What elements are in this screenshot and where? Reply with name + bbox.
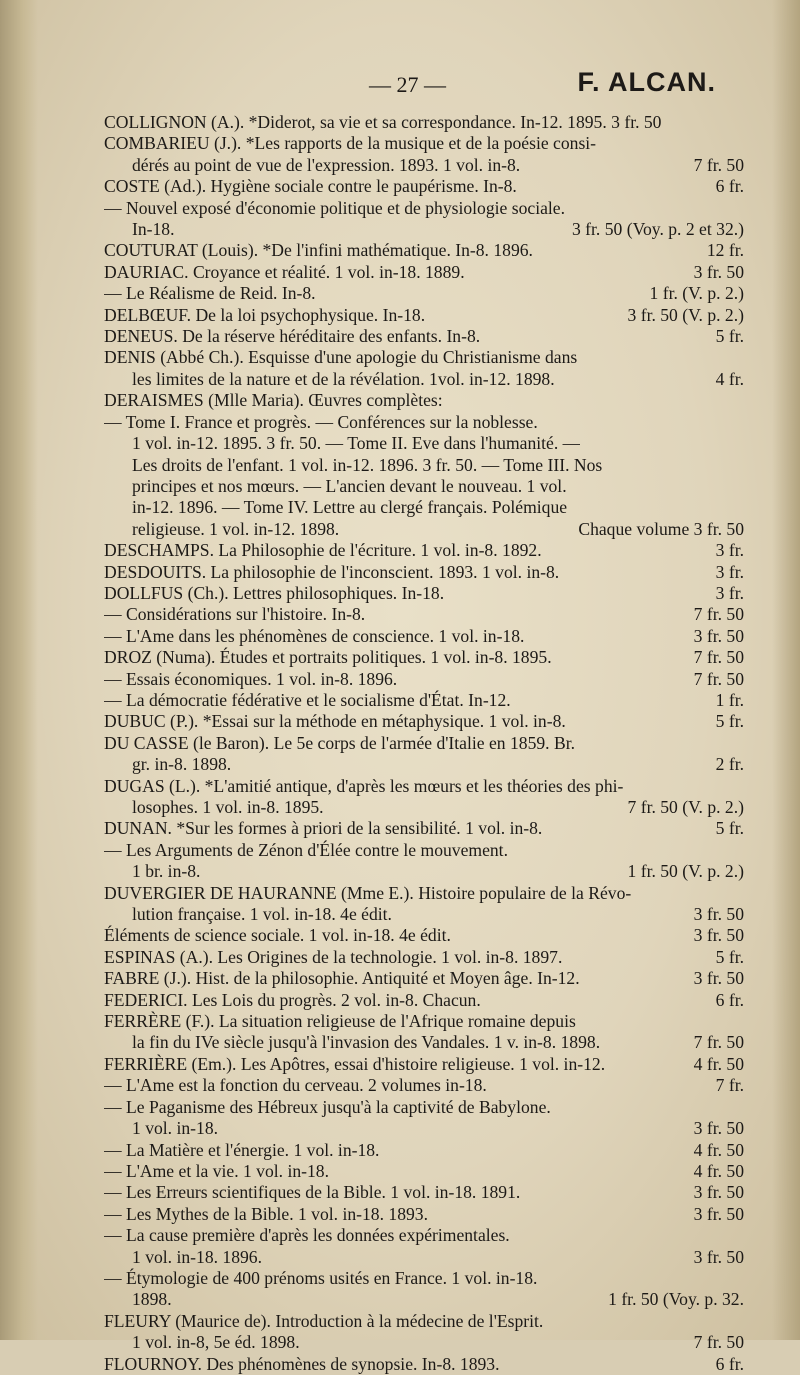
catalog-line-text: 1898.: [132, 1289, 172, 1310]
catalog-line: [104, 1032, 744, 1053]
catalog-line: [104, 1118, 744, 1139]
catalog-line: [104, 647, 744, 668]
catalog-line: [104, 776, 744, 797]
catalog-line: [104, 968, 744, 989]
catalog-line: [104, 1182, 744, 1203]
catalog-line: [104, 904, 744, 925]
catalog-line-price: 5 fr.: [715, 711, 744, 732]
catalog-line-text: FLEURY (Maurice de). Introduction à la médecine de l'Esprit.: [104, 1310, 544, 1331]
catalog-line-text: COLLIGNON (A.). *Diderot, sa vie et sa correspondance. In-12. 1895. 3 fr. 50: [104, 112, 662, 132]
catalog-line-text: FEDERICI. Les Lois du progrès. 2 vol. in-8. Chacun.: [104, 989, 481, 1010]
catalog-line-price: 3 fr. 50: [693, 925, 744, 946]
page-edge-left: [0, 0, 38, 1340]
catalog-line-text: DUVERGIER DE HAURANNE (Mme E.). Histoire populaire de la Révo-: [104, 882, 632, 903]
catalog-line-price: 1 fr.: [715, 689, 744, 710]
catalog-line-price: 4 fr.: [715, 368, 744, 389]
page-edge-right: [772, 0, 800, 1340]
catalog-line: [104, 1289, 744, 1310]
catalog-line-price: 1 fr. (V. p. 2.): [649, 283, 744, 304]
catalog-line-text: — La démocratie fédérative et le socialisme d'État. In-12.: [104, 689, 511, 710]
catalog-line-text: — L'Ame et la vie. 1 vol. in-18.: [104, 1160, 329, 1181]
catalog-line: [104, 733, 744, 754]
catalog-line-text: 1 vol. in-18. 1896.: [132, 1246, 262, 1267]
catalog-line: [104, 883, 744, 904]
catalog-line-text: DUBUC (P.). *Essai sur la méthode en métaphysique. 1 vol. in-8.: [104, 711, 566, 732]
catalog-line: [104, 112, 744, 133]
catalog-line: [104, 583, 744, 604]
catalog-line-text: — La Matière et l'énergie. 1 vol. in-18.: [104, 1139, 380, 1160]
catalog-line-text: — Tome I. France et progrès. — Conférences sur la noblesse.: [104, 411, 538, 432]
catalog-line-price: 5 fr.: [715, 326, 744, 347]
catalog-line: [104, 797, 744, 818]
catalog-line-text: COUTURAT (Louis). *De l'infini mathématique. In-8. 1896.: [104, 240, 533, 261]
catalog-line: [104, 519, 744, 540]
catalog-line-text: Les droits de l'enfant. 1 vol. in-12. 1896. 3 fr. 50. — Tome III. Nos: [132, 454, 603, 475]
catalog-line-text: les limites de la nature et de la révélation. 1vol. in-12. 1898.: [132, 368, 555, 389]
catalog-line-text: DENEUS. De la réserve héréditaire des enfants. In-8.: [104, 326, 481, 347]
catalog-line: [104, 1268, 744, 1289]
catalog-content: [104, 67, 744, 1375]
catalog-line-price: 3 fr. 50: [693, 1203, 744, 1224]
catalog-line: [104, 305, 744, 326]
catalog-line-price: 3 fr. 50: [693, 968, 744, 989]
catalog-line: [104, 155, 744, 176]
catalog-line-text: — Les Arguments de Zénon d'Élée contre le mouvement.: [104, 839, 508, 860]
catalog-line: [104, 176, 744, 197]
catalog-line-price: Chaque volume 3 fr. 50: [578, 518, 744, 539]
catalog-line: [104, 861, 744, 882]
catalog-line-price: 7 fr.: [715, 1075, 744, 1096]
catalog-line-text: COSTE (Ad.). Hygiène sociale contre le paupérisme. In-8.: [104, 176, 517, 197]
catalog-line-text: la fin du IVe siècle jusqu'à l'invasion des Vandales. 1 v. in-8. 1898.: [132, 1032, 601, 1053]
catalog-line: [104, 347, 744, 368]
catalog-line: [104, 626, 744, 647]
catalog-line-text: FERRIÈRE (Em.). Les Apôtres, essai d'histoire religieuse. 1 vol. in-12.: [104, 1053, 606, 1074]
catalog-line-price: 4 fr. 50: [693, 1139, 744, 1160]
catalog-line-price: 6 fr.: [715, 1353, 744, 1374]
catalog-line-text: — La cause première d'après les données expérimentales.: [104, 1225, 510, 1246]
catalog-line-price: 7 fr. 50 (V. p. 2.): [627, 797, 744, 817]
page-number: — 27 —: [369, 72, 446, 97]
catalog-line: [104, 369, 744, 390]
catalog-line-text: 1 vol. in-8, 5e éd. 1898.: [132, 1332, 300, 1353]
catalog-line-text: 1 br. in-8.: [132, 861, 201, 882]
catalog-line-text: 1 vol. in-12. 1895. 3 fr. 50. — Tome II. Eve dans l'humanité. —: [132, 433, 581, 454]
catalog-line: [104, 198, 744, 219]
catalog-line: [104, 604, 744, 625]
catalog-line: [104, 1332, 744, 1353]
catalog-line-text: dérés au point de vue de l'expression. 1893. 1 vol. in-8.: [132, 154, 521, 175]
catalog-line: [104, 690, 744, 711]
page-header: [104, 67, 744, 110]
catalog-line-text: 1 vol. in-18.: [132, 1118, 219, 1139]
catalog-line-text: gr. in-8. 1898.: [132, 754, 232, 775]
catalog-line: [104, 1225, 744, 1246]
catalog-line-text: Éléments de science sociale. 1 vol. in-18. 4e édit.: [104, 925, 451, 946]
publisher-name: F. ALCAN.: [577, 67, 716, 97]
catalog-line: [104, 1311, 744, 1332]
catalog-entries: [104, 112, 744, 1375]
catalog-line-price: 3 fr. 50: [693, 625, 744, 646]
catalog-line: [104, 840, 744, 861]
catalog-line: [104, 1075, 744, 1096]
catalog-line-text: DESCHAMPS. La Philosophie de l'écriture. 1 vol. in-8. 1892.: [104, 540, 542, 561]
catalog-line-price: 7 fr. 50: [693, 154, 744, 175]
catalog-line: [104, 925, 744, 946]
catalog-line-text: In-18.: [132, 219, 175, 240]
catalog-line-text: FLOURNOY. Des phénomènes de synopsie. In-8. 1893.: [104, 1353, 500, 1374]
catalog-line: [104, 1054, 744, 1075]
catalog-line: [104, 1247, 744, 1268]
catalog-line-price: 6 fr.: [715, 989, 744, 1010]
catalog-line-price: 6 fr.: [715, 176, 744, 197]
catalog-line-price: 7 fr. 50: [693, 668, 744, 689]
catalog-line-price: 7 fr. 50: [693, 1032, 744, 1053]
catalog-line-price: 4 fr. 50: [693, 1053, 744, 1074]
catalog-line: [104, 754, 744, 775]
catalog-line-text: in-12. 1896. — Tome IV. Lettre au clergé français. Polémique: [132, 497, 568, 518]
catalog-line-text: DUNAN. *Sur les formes à priori de la sensibilité. 1 vol. in-8.: [104, 818, 543, 839]
catalog-line-price: 3 fr.: [715, 582, 744, 603]
catalog-line-text: lution française. 1 vol. in-18. 4e édit.: [132, 904, 392, 925]
catalog-line-text: — L'Ame est la fonction du cerveau. 2 volumes in-18.: [104, 1075, 487, 1096]
catalog-line: [104, 326, 744, 347]
catalog-line: [104, 1140, 744, 1161]
catalog-line-text: ESPINAS (A.). Les Origines de la technologie. 1 vol. in-8. 1897.: [104, 946, 563, 967]
catalog-line-text: DESDOUITS. La philosophie de l'inconscient. 1893. 1 vol. in-8.: [104, 561, 560, 582]
catalog-line-price: 5 fr.: [715, 946, 744, 967]
catalog-line-text: — Essais économiques. 1 vol. in-8. 1896.: [104, 668, 398, 689]
catalog-line-price: 2 fr.: [715, 754, 744, 775]
catalog-line: [104, 476, 744, 497]
catalog-line: [104, 433, 744, 454]
catalog-line-price: 3 fr. 50 (Voy. p. 2 et 32.): [571, 219, 744, 240]
catalog-line-text: DELBŒUF. De la loi psychophysique. In-18.: [104, 304, 426, 325]
catalog-line-text: — Nouvel exposé d'économie politique et de physiologie sociale.: [104, 197, 565, 218]
catalog-line: [104, 240, 744, 261]
catalog-line-price: 5 fr.: [715, 818, 744, 839]
catalog-line: [104, 455, 744, 476]
catalog-line-text: DUGAS (L.). *L'amitié antique, d'après les mœurs et les théories des phi-: [104, 775, 624, 796]
catalog-line: [104, 133, 744, 154]
catalog-line-price: 3 fr. 50: [693, 1182, 744, 1203]
catalog-line-text: losophes. 1 vol. in-8. 1895.: [132, 797, 324, 817]
catalog-line-text: DOLLFUS (Ch.). Lettres philosophiques. In-18.: [104, 582, 445, 603]
catalog-line-text: DROZ (Numa). Études et portraits politiques. 1 vol. in-8. 1895.: [104, 647, 552, 668]
catalog-line-price: 12 fr.: [706, 240, 744, 261]
catalog-line: [104, 262, 744, 283]
catalog-line-text: FERRÈRE (F.). La situation religieuse de l'Afrique romaine depuis: [104, 1011, 576, 1032]
catalog-line-price: 7 fr. 50: [693, 647, 744, 668]
catalog-line: [104, 283, 744, 304]
catalog-line-price: 3 fr. 50: [693, 904, 744, 925]
catalog-line: [104, 1011, 744, 1032]
catalog-line-text: DENIS (Abbé Ch.). Esquisse d'une apologie du Christianisme dans: [104, 347, 578, 368]
catalog-line-text: COMBARIEU (J.). *Les rapports de la musique et de la poésie consi-: [104, 133, 597, 154]
catalog-line-price: 3 fr. 50 (V. p. 2.): [627, 304, 744, 325]
catalog-line: [104, 1161, 744, 1182]
catalog-line-text: principes et nos mœurs. — L'ancien devant le nouveau. 1 vol.: [132, 475, 567, 496]
catalog-line: [104, 1097, 744, 1118]
catalog-line-price: 4 fr. 50: [693, 1160, 744, 1181]
catalog-line-price: 7 fr. 50: [693, 604, 744, 625]
catalog-line-price: 3 fr. 50: [693, 1246, 744, 1267]
catalog-line: [104, 390, 744, 411]
catalog-line-text: — Le Paganisme des Hébreux jusqu'à la captivité de Babylone.: [104, 1096, 551, 1117]
catalog-line: [104, 990, 744, 1011]
catalog-line: [104, 497, 744, 518]
catalog-line-price: 3 fr.: [715, 561, 744, 582]
catalog-line-text: religieuse. 1 vol. in-12. 1898.: [132, 518, 340, 539]
catalog-line-price: 7 fr. 50: [693, 1332, 744, 1353]
catalog-line-text: — L'Ame dans les phénomènes de conscience. 1 vol. in-18.: [104, 625, 525, 646]
catalog-line-price: 3 fr.: [715, 540, 744, 561]
catalog-line-text: — Les Erreurs scientifiques de la Bible. 1 vol. in-18. 1891.: [104, 1182, 521, 1203]
catalog-line: [104, 947, 744, 968]
catalog-line-price: 1 fr. 50 (Voy. p. 32.: [608, 1289, 744, 1310]
catalog-line-price: 3 fr. 50: [693, 1118, 744, 1139]
catalog-line-price: 1 fr. 50 (V. p. 2.): [627, 861, 744, 882]
catalog-line: [104, 669, 744, 690]
catalog-line-text: — Étymologie de 400 prénoms usités en France. 1 vol. in-18.: [104, 1267, 538, 1288]
catalog-line: [104, 1354, 744, 1375]
catalog-line: [104, 1204, 744, 1225]
catalog-line: [104, 562, 744, 583]
catalog-line-price: 3 fr. 50: [693, 261, 744, 282]
catalog-line: [104, 540, 744, 561]
catalog-line-text: — Le Réalisme de Reid. In-8.: [104, 283, 316, 304]
catalog-line: [104, 818, 744, 839]
catalog-line-text: DAURIAC. Croyance et réalité. 1 vol. in-18. 1889.: [104, 261, 465, 282]
catalog-line-text: DERAISMES (Mlle Maria). Œuvres complètes:: [104, 390, 443, 411]
catalog-line: [104, 219, 744, 240]
catalog-line: [104, 711, 744, 732]
catalog-line-text: — Les Mythes de la Bible. 1 vol. in-18. 1893.: [104, 1203, 428, 1224]
catalog-line-text: — Considérations sur l'histoire. In-8.: [104, 604, 366, 625]
catalog-line-text: DU CASSE (le Baron). Le 5e corps de l'armée d'Italie en 1859. Br.: [104, 732, 575, 753]
catalog-line-text: FABRE (J.). Hist. de la philosophie. Antiquité et Moyen âge. In-12.: [104, 968, 580, 989]
catalog-line: [104, 412, 744, 433]
